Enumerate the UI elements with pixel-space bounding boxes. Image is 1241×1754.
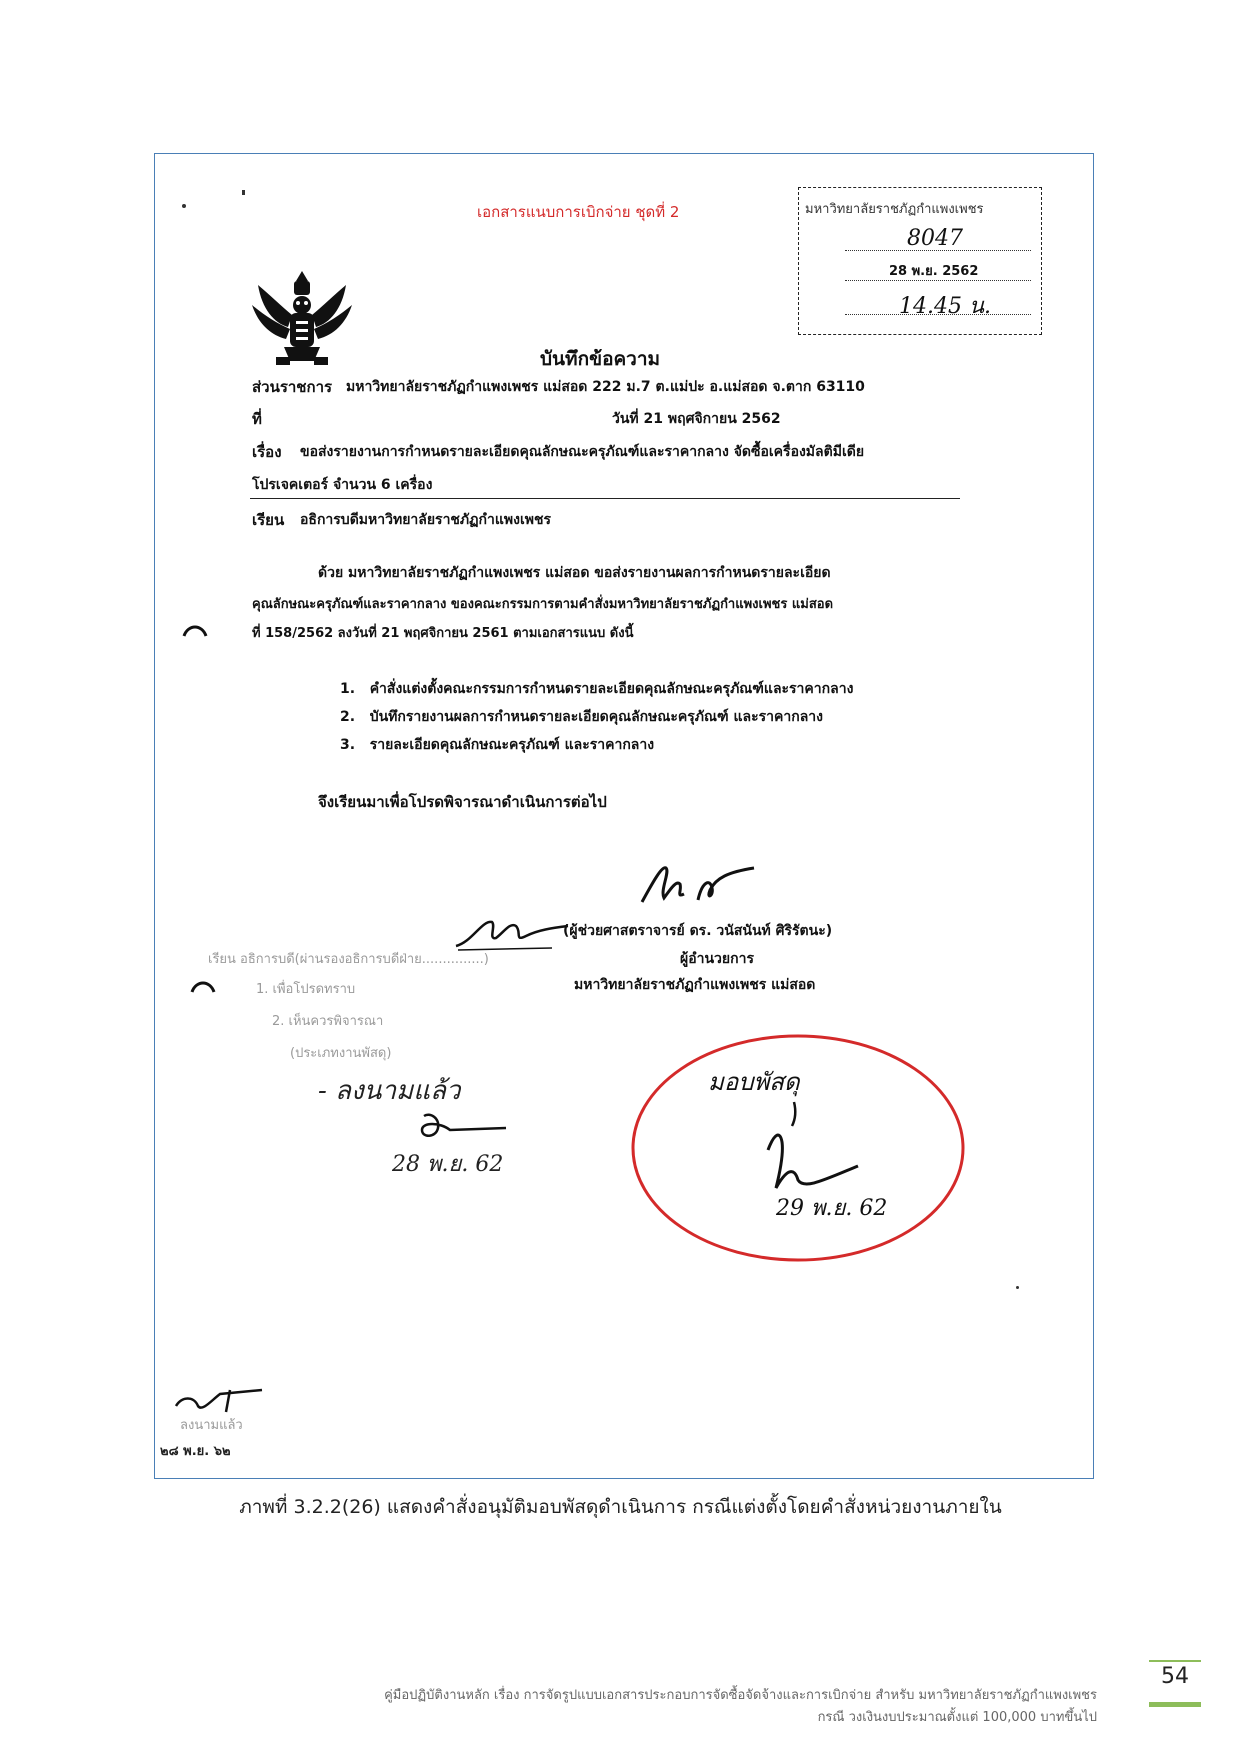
receipt-stamp <box>798 187 1042 335</box>
closing-line: จึงเรียนมาเพื่อโปรดพิจารณาดำเนินการต่อไป <box>318 793 607 811</box>
to-label: เรียน <box>252 511 285 529</box>
page-number-rule-top <box>1149 1660 1201 1662</box>
bottom-left-date: ๒๘ พ.ย. ๖๒ <box>160 1444 231 1459</box>
subject-line-1: ขอส่งรายงานการกำหนดรายละเอียดคุณลักษณะครุภัณฑ์และราคากลาง จัดซื้อเครื่องมัลติมีเดีย <box>300 444 865 460</box>
list-item <box>340 706 823 728</box>
body-line-2: คุณลักษณะครุภัณฑ์และราคากลาง ของคณะกรรมการตามคำสั่งมหาวิทยาลัยราชภัฏกำแพงเพชร แม่สอด <box>252 597 834 612</box>
footer-line-2: กรณี วงเงินงบประมาณตั้งแต่ 100,000 บาทขึ้นไป <box>817 1710 1097 1725</box>
to-value: อธิการบดีมหาวิทยาลัยราชภัฏกำแพงเพชร <box>300 512 552 528</box>
stamp-org: มหาวิทยาลัยราชภัฏกำแพงเพชร <box>805 202 984 217</box>
list-item-text: รายละเอียดคุณลักษณะครุภัณฑ์ และราคากลาง <box>369 737 655 753</box>
handwritten-date-right: 29 พ.ย. 62 <box>776 1196 888 1221</box>
faint-note-2: 1. เพื่อโปรดทราบ <box>256 982 356 997</box>
punch-hole-icon <box>182 622 208 638</box>
attachment-title: เอกสารแนบการเบิกจ่าย ชุดที่ 2 <box>477 203 680 221</box>
list-item-text: บันทึกรายงานผลการกำหนดรายละเอียดคุณลักษณะครุภัณฑ์ และราคากลาง <box>369 709 823 725</box>
list-item-number: 2. <box>340 709 356 725</box>
footer-line-1: คู่มือปฏิบัติงานหลัก เรื่อง การจัดรูปแบบเอกสารประกอบการจัดซื้อจัดจ้างและการเบิกจ่าย สำหรับ มหาวิทยาลัยราชภัฏกำแพงเพชร <box>384 1688 1097 1703</box>
punch-hole-icon <box>190 978 216 994</box>
page-number-rule-bottom <box>1149 1702 1201 1707</box>
list-item <box>340 734 654 756</box>
scan-speck <box>182 204 186 208</box>
stamp-number: 8047 <box>907 226 963 251</box>
subject-label: เรื่อง <box>252 443 282 461</box>
faint-note-3: 2. เห็นควรพิจารณา <box>272 1014 384 1029</box>
list-item-text: คำสั่งแต่งตั้งคณะกรรมการกำหนดรายละเอียดคุณลักษณะครุภัณฑ์และราคากลาง <box>369 681 854 697</box>
handwritten-note-left: - ลงนามแล้ว <box>318 1076 461 1106</box>
list-item-number: 1. <box>340 681 356 697</box>
agency-label: ส่วนราชการ <box>252 378 333 396</box>
faint-note-1: เรียน อธิการบดี(ผ่านรองอธิการบดีฝ่าย...............) <box>208 952 489 967</box>
figure-caption: ภาพที่ 3.2.2(26) แสดงคำสั่งอนุมัติมอบพัสดุดำเนินการ กรณีแต่งตั้งโดยคำสั่งหน่วยงานภายใน <box>239 1496 1002 1518</box>
signer-name: (ผู้ช่วยศาสตราจารย์ ดร. วนัสนันท์ ศิริรัตนะ) <box>563 923 833 939</box>
scan-speck <box>242 190 245 195</box>
list-item <box>340 678 853 700</box>
left-signature-icon <box>410 1108 510 1148</box>
body-line-3: ที่ 158/2562 ลงวันที่ 21 พฤศจิกายน 2561 ตามเอกสารแนบ ดังนี้ <box>252 626 634 641</box>
endorser-signature-icon <box>452 912 572 952</box>
agency-value: มหาวิทยาลัยราชภัฏกำแพงเพชร แม่สอด 222 ม.7 ต.แม่ปะ อ.แม่สอด จ.ตาก 63110 <box>346 379 865 395</box>
scan-speck <box>1016 1286 1019 1289</box>
handwritten-date-left: 28 พ.ย. 62 <box>392 1152 504 1177</box>
list-item-number: 3. <box>340 737 356 753</box>
initials-signature-icon <box>172 1384 268 1418</box>
subject-line-2: โปรเจคเตอร์ จำนวน 6 เครื่อง <box>252 477 433 493</box>
body-line-1: ด้วย มหาวิทยาลัยราชภัฏกำแพงเพชร แม่สอด ขอส่งรายงานผลการกำหนดรายละเอียด <box>318 565 831 581</box>
bottom-left-note: ลงนามแล้ว <box>180 1418 243 1433</box>
garuda-emblem-icon <box>248 265 356 371</box>
memo-date: วันที่ 21 พฤศจิกายน 2562 <box>612 411 781 427</box>
signer-title: ผู้อำนวยการ <box>680 951 754 967</box>
page-number: 54 <box>1161 1664 1189 1689</box>
memo-title: บันทึกข้อความ <box>540 348 661 370</box>
director-signature-icon <box>636 860 766 910</box>
signer-org: มหาวิทยาลัยราชภัฏกำแพงเพชร แม่สอด <box>574 977 816 993</box>
faint-note-4: (ประเภทงานพัสดุ) <box>290 1046 392 1061</box>
handwritten-note-right: มอบพัสดุ <box>708 1068 800 1096</box>
stamp-time: 14.45 น. <box>899 294 992 319</box>
stamp-date: 28 พ.ย. 2562 <box>889 264 979 279</box>
header-divider <box>250 498 960 499</box>
ref-label: ที่ <box>252 410 262 428</box>
